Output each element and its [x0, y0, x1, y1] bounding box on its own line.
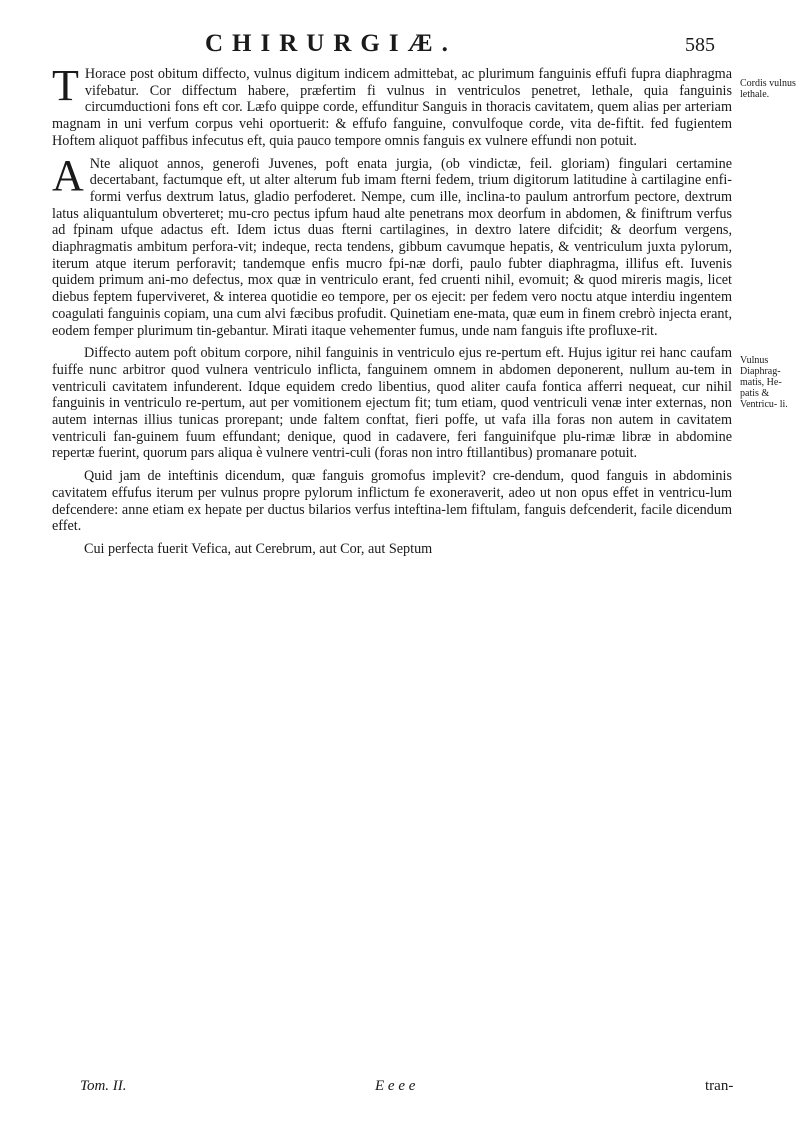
- paragraph-2: [52, 150, 732, 340]
- margin-note-diaphragmatis: Vulnus Diaphrag- matis, He- patis & Ventricu- li.: [740, 355, 788, 410]
- paragraph-2-text: Nte aliquot annos, generofi Juvenes, poft enata jurgia, (ob vindictæ, feil. gloriam) fingulari certamine decertabant, factumque eft, ut alter alterum fub imam fterni fedem, trium digitorum latitudine à cartilagine enfi-formi verfus dextrum latus, gladio perfoderet. Nempe, cum ille, inclina-to paulum antrorfum pectore, dextrum latus aliquantulum obverteret; mu-cro pectus ipfum haud alte penetrans mox deorfum in abdomen, & finiftrum verfus ad fpinam ufque adactus eft. Idem ictus duas fterni cartilagines, in dextro latere difcidit; & deorfum vergens, diaphragmatis ambitum perfora-vit; indeque, recta tendens, gibbum cavumque hepatis, & ventriculum juxta pylorum, iterum atque iterum perforavit; tandemque enfis mucro fpi-næ dorfi, paulo fubter diaphragma, illifus eft. Iuvenis quidem primum ani-mo defectus, mox quæ in ventriculo erant, fed cruenti nihil, evomuit; & quod mireris magis, licet diebus feptem fuperviveret, & interea quotidie eo tempore, per os ejecit: per fedem vero noctu atque interdiu ingentem coagulati fanguinis copiam, una cum alvi fæcibus profudit. Quinetiam ene-mata, quæ eum in finem crebrò injecta erant, eodem femper plurimum tin-gebantur. Mirati itaque vehementer fumus, unde nam fanguis ifte profluxe-rit.: [52, 155, 732, 339]
- paragraph-1: [52, 61, 732, 150]
- drop-cap-t: T: [52, 61, 79, 110]
- margin-note-cordis: Cordis vulnus lethale.: [740, 78, 796, 100]
- catchword: tran-: [705, 1078, 734, 1094]
- page-header: [0, 30, 800, 70]
- running-title: CHIRURGIÆ.: [205, 30, 457, 57]
- paragraph-4: Quid jam de inteftinis dicendum, quæ fanguis gromofus implevit? cre-dendum, quod fanguis in abdominis cavitatem effufus iterum per vulnus propre pylorum inflictum fe exoneraverit, adeo ut non opus effet in ventricu-lum defcendere: anne etiam ex hepate per ductus bilarios verfus inteftina-lem fiftulam, fanguis defcenderit, facile dicendum effet.: [52, 468, 732, 535]
- paragraph-3: Diffecto autem poft obitum corpore, nihil fanguinis in ventriculo ejus re-pertum eft. Hujus igitur rei hanc caufam fuiffe nunc arbitror quod vulnera ventriculo inflicta, fanguinem omnem in abdomen deponerent, nullum au-tem in ventriculi cavitatem infunderent. Idque equidem credo libentius, quod aliter caufa fontica afferri nequeat, cur nihil fanguinis in ventriculo re-pertum, aut per vomitionem ejectum fit; tum etiam, quod ventriculi venæ inter externas, non autem internas illius tunicas prorepant; unde faltem conftat, fieri poffe, ut vafa illa foras non autem in cavitatem ventriculi fan-guinem fuum effundant; denique, quod in cadavere, feri fanguinifque plu-rimæ libræ in abdomine repertæ fuerint, quorum pars aliqua è vulnere ventri-culi (foras non intro ftillantibus) promanare potuit.: [52, 345, 732, 462]
- body-text: [52, 61, 732, 564]
- page-footer: [0, 1078, 800, 1102]
- paragraph-1-text: Horace post obitum diffecto, vulnus digitum indicem admittebat, ac plurimum fanguinis effufi fupra diaphragma vifebatur. Cor diffectum habere, præfertim fi vulnus in ventriculos penetret, lethale, quia fanguinis circumductioni fons eft cor. Læfo quippe corde, effunditur Sanguis in thoracis cavitatem, quem alias per arteriam magnam in uni verfum corpus vehi oportuerit: & effufo fanguine, convulfoque corde, vita de-fiftit. fed fugientem Hoftem aliquot paffibus infecutus eft, quia pauco tempore omnis fanguis ex vulnere effundi non potuit.: [52, 66, 732, 149]
- volume-mark: Tom. II.: [80, 1078, 127, 1094]
- page-number: 585: [685, 34, 715, 56]
- signature-mark: E e e e: [375, 1078, 416, 1094]
- paragraph-5: Cui perfecta fuerit Vefica, aut Cerebrum, aut Cor, aut Septum: [84, 540, 433, 557]
- drop-cap-a: A: [52, 150, 84, 200]
